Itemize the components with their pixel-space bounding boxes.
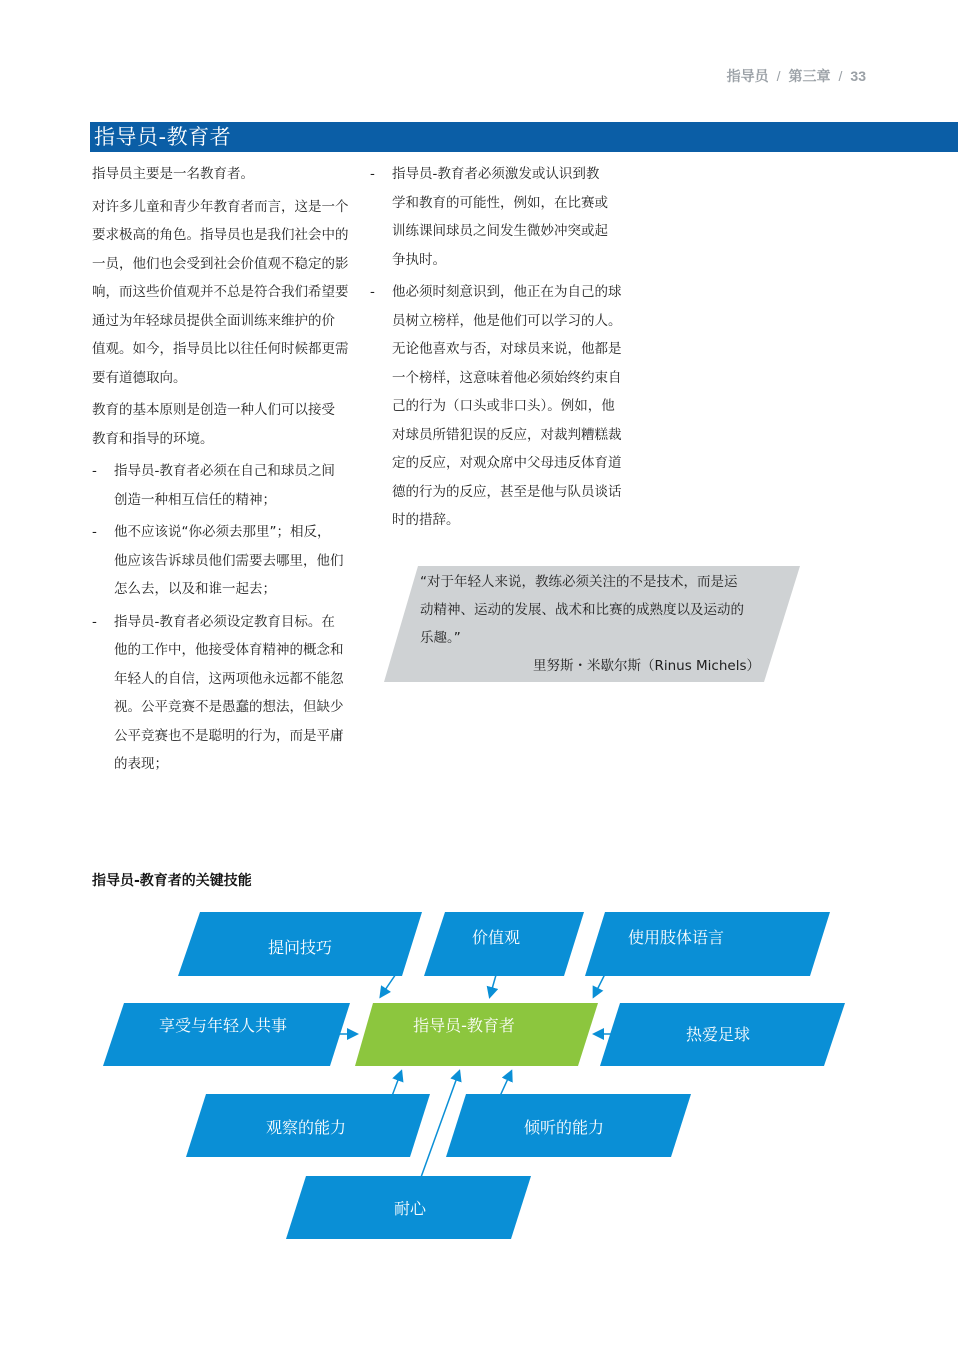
- skill-label: 享受与年轻人共事: [158, 1016, 288, 1035]
- skill-box-listening: [446, 1094, 691, 1157]
- bullet-line: 的表现；: [114, 756, 168, 772]
- bullet-line: 时的措辞。: [392, 512, 460, 528]
- paragraph-line: 教育的基本原则是创造一种人们可以接受: [92, 402, 335, 418]
- bullet-line: 他应该告诉球员他们需要去哪里，他们: [114, 552, 344, 569]
- paragraph-line: 值观。如今，指导员比以往任何时候都更需: [92, 341, 349, 357]
- header-separator-2: /: [838, 68, 843, 84]
- page-number: 33: [850, 68, 866, 84]
- quote-line: “对于年轻人来说，教练必须关注的不是技术，而是运: [420, 574, 738, 590]
- bullet-dash: -: [92, 463, 97, 479]
- bullet-line: 训练课间球员之间发生微妙冲突或起: [392, 223, 608, 239]
- skill-label: 倾听的能力: [523, 1118, 605, 1137]
- arrow-listening: [500, 1072, 511, 1096]
- bullet-line: 定的反应，对观众席中父母违反体育道: [392, 455, 622, 471]
- bullet-line: 员树立榜样，他是他们可以学习的人。: [392, 312, 622, 329]
- skill-box-body-language: [585, 912, 830, 976]
- skill-label: 提问技巧: [267, 938, 333, 957]
- skill-box-love-football: [600, 1003, 845, 1066]
- header-chapter: 第三章: [788, 68, 831, 84]
- bullet-line: 他不应该说“你必须去那里”；相反，: [114, 524, 331, 540]
- bullet-line: 无论他喜欢与否，对球员来说，他都是: [392, 341, 622, 357]
- diagram-title: 指导员-教育者的关键技能: [92, 873, 252, 889]
- quote-line: 乐趣。”: [420, 630, 461, 646]
- paragraph-line: 要有道德取向。: [92, 369, 187, 386]
- bullet-line: 公平竞赛也不是聪明的行为，而是平庸: [114, 727, 344, 744]
- bullet-line: 学和教育的可能性，例如，在比赛或: [392, 194, 608, 211]
- bullet-line: 对球员所错犯误的反应，对裁判糟糕裁: [392, 426, 622, 443]
- skill-label: 观察的能力: [265, 1118, 347, 1137]
- header-section: 指导员: [726, 68, 769, 84]
- paragraph-line: 对许多儿童和青少年教育者而言，这是一个: [92, 198, 349, 215]
- skill-box-values: [424, 912, 584, 976]
- arrow-observation: [392, 1072, 401, 1096]
- bullet-line: 他的工作中，他接受体育精神的概念和: [114, 642, 344, 658]
- skill-box-observation: [186, 1094, 430, 1157]
- bullet-line: 他必须时刻意识到，他正在为自己的球: [392, 284, 622, 300]
- paragraph-line: 通过为年轻球员提供全面训练来维护的价: [92, 312, 335, 329]
- bullet-line: 年轻人的自信，这两项他永远都不能忽: [114, 670, 344, 687]
- paragraph-line: 要求极高的角色。指导员也是我们社会中的: [92, 227, 349, 243]
- bullet-line: 视。公平竞赛不是愚蠢的想法，但缺少: [114, 699, 344, 715]
- bullet-dash: -: [92, 613, 97, 630]
- bullet-line: 争执时。: [392, 251, 446, 268]
- bullet-line: 创造一种相互信任的精神；: [114, 491, 276, 508]
- bullet-line: 怎么去，以及和谁一起去；: [114, 581, 276, 597]
- bullet-dash: -: [370, 166, 375, 182]
- paragraph-line: 响，而这些价值观并不总是符合我们希望要: [92, 284, 349, 300]
- bullet-line: 指导员-教育者必须在自己和球员之间: [114, 463, 335, 479]
- bullet-dash: -: [370, 284, 375, 300]
- skill-label: 热爱足球: [685, 1025, 751, 1044]
- bullet-line: 一个榜样，这意味着他必须始终约束自: [392, 369, 622, 386]
- skill-box-patience: [286, 1176, 531, 1239]
- bullet-line: 指导员-教育者必须设定教育目标。在: [114, 613, 335, 630]
- quote-line: 动精神、运动的发展、战术和比赛的成熟度以及运动的: [420, 602, 744, 618]
- skill-label: 价值观: [471, 928, 521, 947]
- bullet-dash: -: [92, 524, 97, 540]
- skill-label: 使用肢体语言: [627, 928, 725, 947]
- skill-box-enjoy-youth: [103, 1003, 350, 1066]
- center-box: [355, 1003, 598, 1066]
- section-title: 指导员-教育者: [94, 125, 232, 149]
- bullet-line: 德的行为的反应，甚至是他与队员谈话: [392, 483, 622, 500]
- bullet-line: 指导员-教育者必须激发或认识到教: [392, 166, 600, 182]
- center-label: 指导员-教育者: [413, 1016, 515, 1035]
- header-separator: /: [776, 68, 781, 84]
- intro-paragraph: 指导员主要是一名教育者。: [92, 166, 254, 182]
- arrow-patience: [420, 1072, 459, 1180]
- skill-box-questioning: [178, 912, 422, 976]
- bullet-line: 己的行为（口头或非口头）。例如，他: [392, 398, 615, 414]
- paragraph-line: 一员，他们也会受到社会价值观不稳定的影: [92, 255, 349, 272]
- quote-author: 里努斯・米歇尔斯（Rinus Michels）: [532, 658, 760, 674]
- skill-label: 耐心: [393, 1199, 427, 1218]
- paragraph-line: 教育和指导的环境。: [92, 430, 214, 447]
